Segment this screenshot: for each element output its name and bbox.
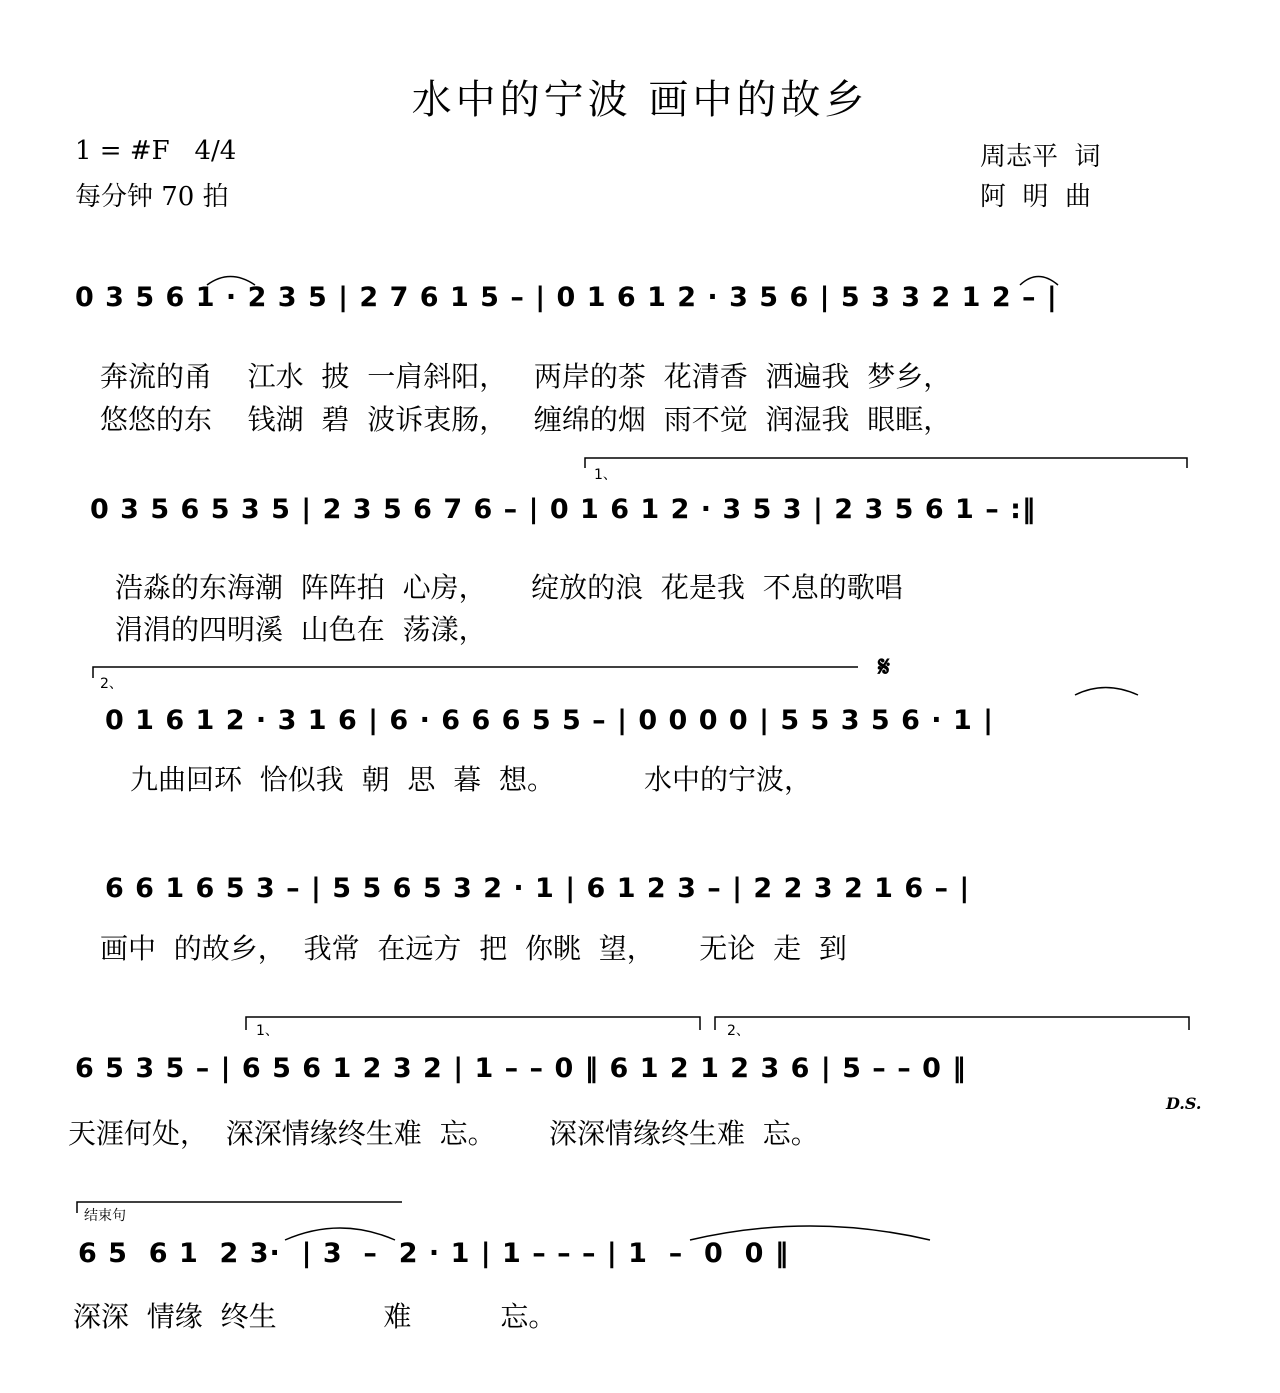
notation-row-6: 6 5 6 1 2 3· | 3 – 2 · 1 | 1 – – – | 1 – 0 0 ‖ <box>78 1238 790 1269</box>
notation-row-2: 0 3 5 6 5 3 5 | 2 3 5 6 7 6 – | 0 1 6 1 2 · 3 5 3 | 2 3 5 6 1 – :‖ <box>90 494 1037 525</box>
volta-2b-label: 2、 <box>727 1023 750 1039</box>
lyrics-row-2-verse-2: 涓涓的四明溪 山色在 荡漾， <box>115 613 487 646</box>
ds-marking: D.S. <box>1166 1094 1202 1113</box>
lyrics-row-1-verse-1: 奔流的甬 江水 披 一肩斜阳， 两岸的茶 花清香 洒遍我 梦乡， <box>100 360 952 393</box>
song-title: 水中的宁波 画中的故乡 <box>411 77 869 123</box>
lyrics-row-1-verse-2: 悠悠的东 钱湖 碧 波诉衷肠， 缠绵的烟 雨不觉 润湿我 眼眶， <box>100 403 952 436</box>
lyrics-row-6: 深深 情缘 终生 难 忘。 <box>73 1300 557 1333</box>
lyrics-row-3: 九曲回环 恰似我 朝 思 暮 想。 水中的宁波， <box>130 763 813 796</box>
volta-2-label: 2、 <box>100 676 123 692</box>
notation-row-3: 0 1 6 1 2 · 3 1 6 | 6 · 6 6 6 5 5 – | 0 0 0 0 | 5 5 3 5 6 · 1 | <box>105 705 994 736</box>
composer: 阿 明 曲 <box>980 182 1092 212</box>
lyrics-row-4: 画中 的故乡， 我常 在远方 把 你眺 望， 无论 走 到 <box>100 932 847 965</box>
key-signature: 1 = #F 4/4 <box>75 136 237 166</box>
segno-sign: 𝄋 <box>878 650 891 683</box>
notation-row-1: 0 3 5 6 1 · 2 3 5 | 2 7 6 1 5 – | 0 1 6 1 2 · 3 5 6 | 5 3 3 2 1 2 – | <box>75 282 1058 313</box>
notation-row-4: 6 6 1 6 5 3 – | 5 5 6 5 3 2 · 1 | 6 1 2 3 – | 2 2 3 2 1 6 – | <box>105 873 971 904</box>
lyrics-row-2-verse-1: 浩淼的东海潮 阵阵拍 心房， 绽放的浪 花是我 不息的歌唱 <box>115 571 903 604</box>
coda-label: 结束句 <box>84 1208 126 1224</box>
volta-1b-label: 1、 <box>256 1023 279 1039</box>
lyrics-row-5: 天涯何处， 深深情缘终生难 忘。 深深情缘终生难 忘。 <box>68 1117 819 1150</box>
volta-1-label: 1、 <box>594 467 617 483</box>
lyricist: 周志平 词 <box>980 142 1101 172</box>
tempo: 每分钟 70 拍 <box>75 182 229 212</box>
notation-row-5: 6 5 3 5 – | 6 5 6 1 2 3 2 | 1 – – 0 ‖ 6 1 2 1 2 3 6 | 5 – – 0 ‖ <box>75 1053 967 1084</box>
